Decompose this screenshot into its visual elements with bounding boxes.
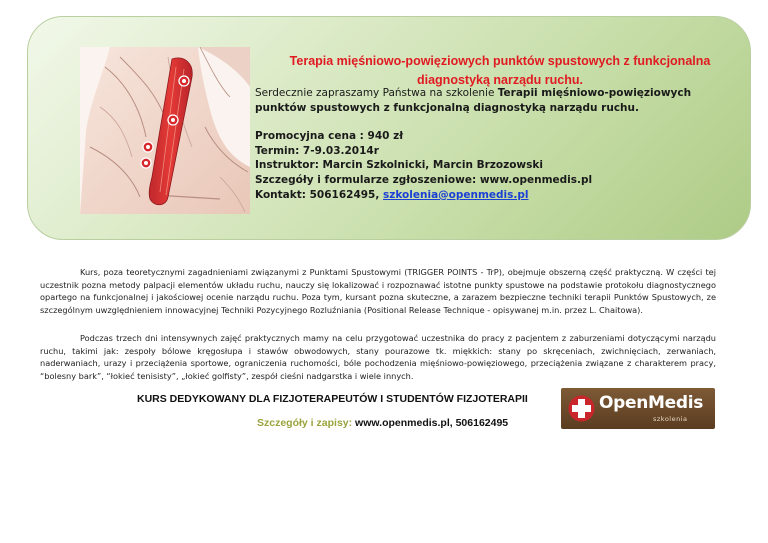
openmedis-logo (561, 388, 715, 429)
neck-anatomy-illustration (80, 47, 250, 214)
logo-name: OpenMedis (599, 393, 704, 413)
logo-subtitle: szkolenia (653, 415, 688, 423)
footer-contact-value: www.openmedis.pl, 506162495 (352, 417, 509, 429)
course-date: Termin: 7-9.03.2014r (255, 144, 379, 157)
price: Promocyjna cena : 940 zł (255, 130, 404, 143)
red-cross-icon (567, 394, 596, 423)
footer-contact (257, 417, 508, 429)
description-paragraph-2: Podczas trzech dni intensywnych zajęć praktycznych mamy na celu przygotować uczestnika do pracy z pacjentem z zaburzeniami dotyczącymi narządu ruchu, takimi jak: zespoły bólowe kręgosłupa i stawów obwodowych, stany pourazowe tk. miękkich: stany po skręceniach, zwichnięciach, zerwaniach, naderwaniach, urazy i przeciążenia sportowe, ograniczenia ruchomości, bóle pochodzenia mięśniowo-powięziowego, przeciążenia związane z charakterem pracy, “bolesny bark”, “łokieć tenisisty”, „łokieć golfisty”, zespół cieśni nadgarstka i wiele innych. (40, 333, 716, 382)
course-tagline: KURS DEDYKOWANY DLA FIZJOTERAPEUTÓW I STUDENTÓW FIZJOTERAPII (137, 393, 528, 405)
invitation-text: Serdecznie zapraszamy Państwa na szkolenie Terapii mięśniowo-powięziowych punktów spustowych z funkcjonalną diagnostyką narządu ruchu. (255, 87, 692, 114)
course-details (255, 86, 735, 202)
email-link[interactable]: szkolenia@openmedis.pl (383, 188, 529, 201)
description-paragraph-1: Kurs, poza teoretycznymi zagadnieniami związanymi z Punktami Spustowymi (TRIGGER POINTS - TrP), obejmuje obszerną część praktyczną. W części tej uczestnik pozna metody palpacji elementów układu ruchu, nauczy się lokalizować i rozpoznawać istotne punkty spustowe na podstawie protokołu diagnostycznego opartego na funkcjonalnej i jakościowej ocenie narządu ruchu. Poza tym, kursant pozna skuteczne, a zarazem bezpieczne techniki terapii Punktów Spustowych, ze szczególnym uwzględnieniem innowacyjnej Techniki Pozycyjnego Rozluźniania (Positional Release Technique - opisywanej m.in. przez L. Chaitowa). (40, 267, 716, 316)
registration-info: Szczegóły i formularze zgłoszeniowe: www.openmedis.pl (255, 173, 593, 186)
contact-label: Kontakt: 506162495, (255, 188, 383, 201)
footer-contact-label: Szczegóły i zapisy: (257, 417, 353, 429)
course-name: Terapii mięśniowo-powięziowych punktów spustowych z funkcjonalną diagnostyką narządu ruchu. (255, 87, 692, 114)
course-title: Terapia mięśniowo-powięziowych punktów spustowych z funkcjonalna diagnostyką narządu ruchu. (289, 54, 711, 87)
instructors: Instruktor: Marcin Szkolnicki, Marcin Brzozowski (255, 159, 543, 172)
